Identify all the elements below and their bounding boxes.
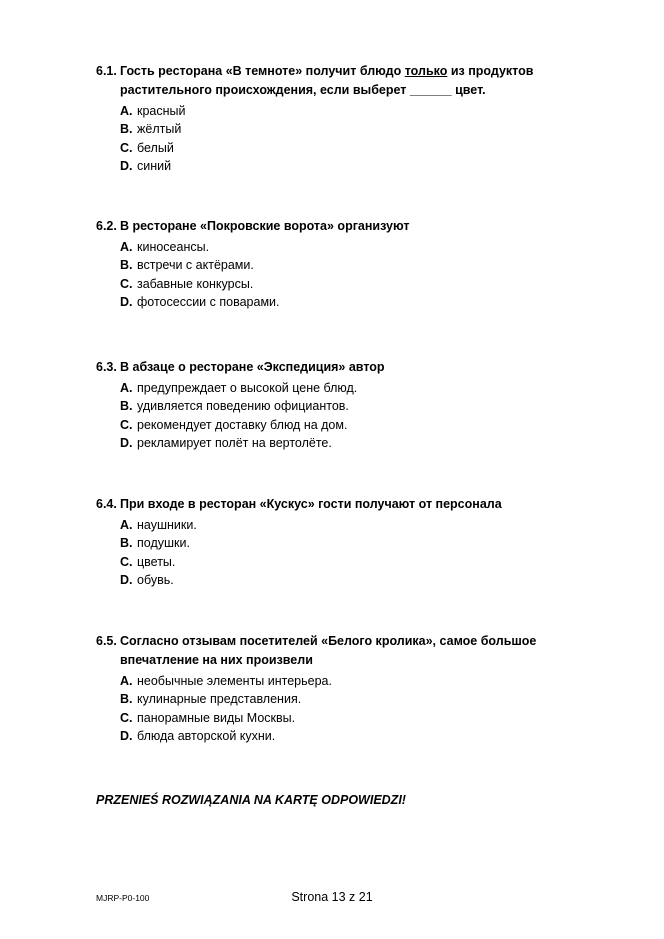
option-d: D. блюда авторской кухни. — [120, 729, 276, 744]
option-c: C. рекомендует доставку блюд на дом. — [120, 417, 348, 432]
option-a: A. необычные элементы интерьера. — [120, 674, 332, 688]
option-c: C. белый — [120, 140, 174, 155]
question-text: При входе в ресторан «Кускус» гости получают от персонала — [120, 497, 502, 511]
question-6-1 — [96, 62, 556, 176]
option-a: A. наушники. — [120, 518, 197, 532]
answer-options — [96, 379, 556, 453]
option-b: B. кулинарные представления. — [120, 692, 302, 707]
answer-options — [96, 238, 556, 312]
question-number: 6.1. — [96, 64, 117, 78]
option-b: B. подушки. — [120, 536, 190, 551]
question-number: 6.3. — [96, 360, 117, 374]
option-d: D. фотосессии с поварами. — [120, 295, 280, 310]
question-6-4 — [96, 495, 556, 590]
option-a: A. предупреждает о высокой цене блюд. — [120, 381, 358, 395]
option-c: C. забавные конкурсы. — [120, 276, 254, 291]
transfer-answers-notice: PRZENIEŚ ROZWIĄZANIA NA KARTĘ ODPOWIEDZI! — [96, 793, 406, 807]
question-text: Гость ресторана «В темноте» получит блюдо только из продуктов растительного происхождения, если выберет ______ цвет. — [120, 64, 534, 97]
page-number: Strona 13 z 21 — [291, 890, 373, 904]
question-number: 6.4. — [96, 497, 117, 511]
question-6-3 — [96, 358, 556, 453]
option-b: B. жёлтый — [120, 122, 182, 137]
answer-options — [96, 672, 556, 746]
option-d: D. рекламирует полёт на вертолёте. — [120, 436, 332, 451]
answer-options — [96, 516, 556, 590]
option-a: A. красный — [120, 104, 186, 118]
option-b: B. удивляется поведению официантов. — [120, 399, 349, 414]
option-c: C. панорамные виды Москвы. — [120, 710, 296, 725]
option-b: B. встречи с актёрами. — [120, 258, 254, 273]
underlined-word: только — [404, 64, 448, 78]
option-d: D. синий — [120, 159, 172, 174]
answer-options — [96, 102, 556, 176]
question-number: 6.2. — [96, 219, 117, 233]
question-text: Согласно отзывам посетителей «Белого кролика», самое большое впечатление на них произвели — [120, 634, 537, 667]
question-number: 6.5. — [96, 634, 117, 648]
exam-code: MJRP-P0-100 — [96, 893, 150, 903]
question-6-5 — [96, 632, 556, 746]
option-c: C. цветы. — [120, 554, 176, 569]
question-6-2 — [96, 217, 556, 312]
option-d: D. обувь. — [120, 573, 174, 588]
question-text: В абзаце о ресторане «Экспедиция» автор — [120, 360, 385, 374]
option-a: A. киносеансы. — [120, 240, 210, 254]
question-text: В ресторане «Покровские ворота» организуют — [120, 219, 410, 233]
